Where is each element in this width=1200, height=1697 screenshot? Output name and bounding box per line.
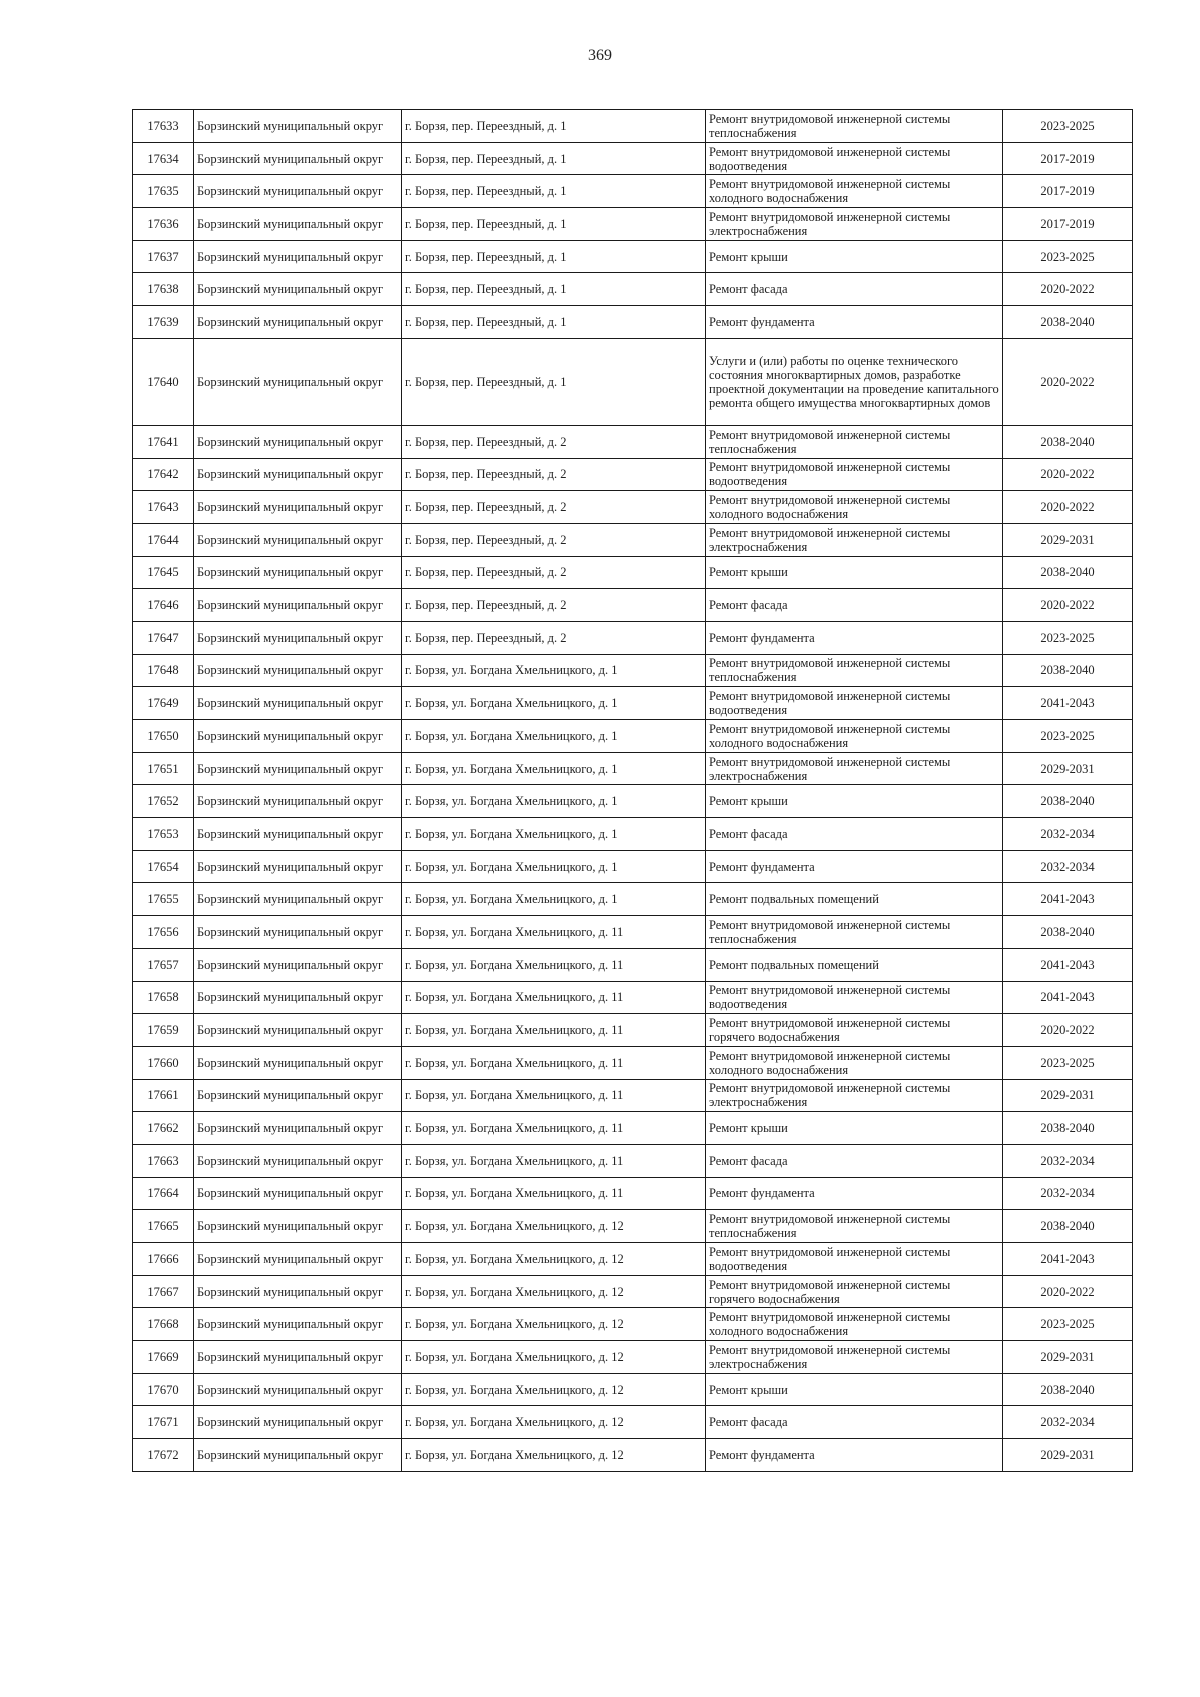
table-row (133, 654, 1133, 687)
cell-address: г. Борзя, пер. Переездный, д. 1 (402, 208, 706, 241)
cell-district: Борзинский муниципальный округ (194, 1275, 402, 1308)
cell-address: г. Борзя, ул. Богдана Хмельницкого, д. 12 (402, 1439, 706, 1472)
cell-address: г. Борзя, пер. Переездный, д. 1 (402, 273, 706, 306)
cell-work-type: Ремонт внутридомовой инженерной системы холодного водоснабжения (706, 175, 1003, 208)
cell-district: Борзинский муниципальный округ (194, 818, 402, 851)
cell-number: 17645 (133, 556, 194, 589)
cell-work-type: Ремонт внутридомовой инженерной системы теплоснабжения (706, 110, 1003, 143)
cell-district: Борзинский муниципальный округ (194, 752, 402, 785)
table-row (133, 850, 1133, 883)
cell-address: г. Борзя, ул. Богдана Хмельницкого, д. 12 (402, 1406, 706, 1439)
cell-period: 2038-2040 (1003, 1112, 1133, 1145)
cell-work-type: Услуги и (или) работы по оценке технического состояния многоквартирных домов, разработке проектной документации на проведение капитального ремонта общего имущества многоквартирных домов (706, 338, 1003, 425)
cell-number: 17651 (133, 752, 194, 785)
cell-work-type: Ремонт внутридомовой инженерной системы теплоснабжения (706, 1210, 1003, 1243)
cell-address: г. Борзя, ул. Богдана Хмельницкого, д. 1 (402, 850, 706, 883)
cell-address: г. Борзя, ул. Богдана Хмельницкого, д. 11 (402, 1014, 706, 1047)
cell-number: 17644 (133, 523, 194, 556)
table-row (133, 981, 1133, 1014)
cell-district: Борзинский муниципальный округ (194, 1210, 402, 1243)
cell-number: 17634 (133, 142, 194, 175)
cell-address: г. Борзя, ул. Богдана Хмельницкого, д. 12 (402, 1243, 706, 1276)
cell-district: Борзинский муниципальный округ (194, 273, 402, 306)
cell-district: Борзинский муниципальный округ (194, 556, 402, 589)
table-row (133, 883, 1133, 916)
cell-district: Борзинский муниципальный округ (194, 1046, 402, 1079)
table-row (133, 589, 1133, 622)
cell-number: 17646 (133, 589, 194, 622)
cell-address: г. Борзя, ул. Богдана Хмельницкого, д. 12 (402, 1210, 706, 1243)
cell-district: Борзинский муниципальный округ (194, 1308, 402, 1341)
cell-address: г. Борзя, пер. Переездный, д. 1 (402, 240, 706, 273)
cell-number: 17666 (133, 1243, 194, 1276)
cell-period: 2041-2043 (1003, 687, 1133, 720)
cell-period: 2038-2040 (1003, 306, 1133, 339)
table-row (133, 1112, 1133, 1145)
cell-work-type: Ремонт внутридомовой инженерной системы электроснабжения (706, 1079, 1003, 1112)
table-row (133, 916, 1133, 949)
cell-period: 2041-2043 (1003, 1243, 1133, 1276)
cell-period: 2023-2025 (1003, 621, 1133, 654)
table-row (133, 338, 1133, 425)
cell-period: 2023-2025 (1003, 720, 1133, 753)
cell-period: 2032-2034 (1003, 850, 1133, 883)
table-row (133, 1014, 1133, 1047)
cell-district: Борзинский муниципальный округ (194, 240, 402, 273)
cell-period: 2041-2043 (1003, 883, 1133, 916)
table-row (133, 110, 1133, 143)
table-row (133, 720, 1133, 753)
cell-address: г. Борзя, пер. Переездный, д. 1 (402, 338, 706, 425)
cell-number: 17657 (133, 948, 194, 981)
cell-work-type: Ремонт внутридомовой инженерной системы водоотведения (706, 981, 1003, 1014)
cell-district: Борзинский муниципальный округ (194, 425, 402, 458)
cell-number: 17672 (133, 1439, 194, 1472)
cell-number: 17635 (133, 175, 194, 208)
cell-address: г. Борзя, пер. Переездный, д. 2 (402, 589, 706, 622)
cell-work-type: Ремонт внутридомовой инженерной системы водоотведения (706, 458, 1003, 491)
repair-schedule-table (132, 109, 1133, 1472)
cell-number: 17637 (133, 240, 194, 273)
cell-work-type: Ремонт крыши (706, 556, 1003, 589)
cell-address: г. Борзя, ул. Богдана Хмельницкого, д. 12 (402, 1275, 706, 1308)
table-row (133, 273, 1133, 306)
cell-period: 2038-2040 (1003, 1373, 1133, 1406)
cell-number: 17640 (133, 338, 194, 425)
table-row (133, 491, 1133, 524)
cell-district: Борзинский муниципальный округ (194, 306, 402, 339)
page-number: 369 (588, 47, 612, 64)
cell-address: г. Борзя, ул. Богдана Хмельницкого, д. 11 (402, 1046, 706, 1079)
cell-address: г. Борзя, пер. Переездный, д. 1 (402, 142, 706, 175)
table-row (133, 1406, 1133, 1439)
cell-number: 17667 (133, 1275, 194, 1308)
table-row (133, 1210, 1133, 1243)
table-row (133, 687, 1133, 720)
cell-address: г. Борзя, пер. Переездный, д. 2 (402, 425, 706, 458)
cell-number: 17643 (133, 491, 194, 524)
table-row (133, 1275, 1133, 1308)
cell-number: 17663 (133, 1144, 194, 1177)
cell-district: Борзинский муниципальный округ (194, 1079, 402, 1112)
cell-period: 2020-2022 (1003, 458, 1133, 491)
cell-period: 2038-2040 (1003, 556, 1133, 589)
cell-period: 2023-2025 (1003, 1046, 1133, 1079)
cell-address: г. Борзя, ул. Богдана Хмельницкого, д. 11 (402, 1079, 706, 1112)
cell-number: 17661 (133, 1079, 194, 1112)
cell-address: г. Борзя, ул. Богдана Хмельницкого, д. 1 (402, 883, 706, 916)
cell-district: Борзинский муниципальный округ (194, 1243, 402, 1276)
table-row (133, 948, 1133, 981)
cell-number: 17658 (133, 981, 194, 1014)
cell-address: г. Борзя, пер. Переездный, д. 1 (402, 306, 706, 339)
cell-number: 17639 (133, 306, 194, 339)
cell-address: г. Борзя, ул. Богдана Хмельницкого, д. 1 (402, 687, 706, 720)
cell-address: г. Борзя, ул. Богдана Хмельницкого, д. 11 (402, 916, 706, 949)
cell-period: 2020-2022 (1003, 1275, 1133, 1308)
cell-period: 2038-2040 (1003, 1210, 1133, 1243)
cell-district: Борзинский муниципальный округ (194, 1406, 402, 1439)
cell-district: Борзинский муниципальный округ (194, 1177, 402, 1210)
cell-address: г. Борзя, ул. Богдана Хмельницкого, д. 1 (402, 752, 706, 785)
cell-number: 17653 (133, 818, 194, 851)
table-row (133, 458, 1133, 491)
cell-period: 2038-2040 (1003, 785, 1133, 818)
cell-number: 17662 (133, 1112, 194, 1145)
cell-period: 2029-2031 (1003, 523, 1133, 556)
cell-period: 2029-2031 (1003, 1079, 1133, 1112)
table-row (133, 1243, 1133, 1276)
cell-period: 2041-2043 (1003, 948, 1133, 981)
cell-number: 17650 (133, 720, 194, 753)
cell-work-type: Ремонт внутридомовой инженерной системы электроснабжения (706, 1341, 1003, 1374)
cell-number: 17636 (133, 208, 194, 241)
cell-work-type: Ремонт фундамента (706, 621, 1003, 654)
cell-address: г. Борзя, пер. Переездный, д. 2 (402, 458, 706, 491)
cell-number: 17655 (133, 883, 194, 916)
table-row (133, 1373, 1133, 1406)
cell-work-type: Ремонт фасада (706, 1406, 1003, 1439)
cell-district: Борзинский муниципальный округ (194, 491, 402, 524)
cell-number: 17647 (133, 621, 194, 654)
cell-work-type: Ремонт внутридомовой инженерной системы холодного водоснабжения (706, 491, 1003, 524)
cell-work-type: Ремонт крыши (706, 1373, 1003, 1406)
cell-period: 2023-2025 (1003, 110, 1133, 143)
cell-district: Борзинский муниципальный округ (194, 916, 402, 949)
cell-address: г. Борзя, ул. Богдана Хмельницкого, д. 12 (402, 1341, 706, 1374)
cell-work-type: Ремонт внутридомовой инженерной системы теплоснабжения (706, 425, 1003, 458)
cell-district: Борзинский муниципальный округ (194, 110, 402, 143)
cell-work-type: Ремонт внутридомовой инженерной системы горячего водоснабжения (706, 1014, 1003, 1047)
cell-district: Борзинский муниципальный округ (194, 883, 402, 916)
cell-period: 2017-2019 (1003, 175, 1133, 208)
cell-number: 17669 (133, 1341, 194, 1374)
cell-district: Борзинский муниципальный округ (194, 589, 402, 622)
cell-district: Борзинский муниципальный округ (194, 981, 402, 1014)
cell-work-type: Ремонт внутридомовой инженерной системы электроснабжения (706, 523, 1003, 556)
cell-number: 17633 (133, 110, 194, 143)
cell-address: г. Борзя, ул. Богдана Хмельницкого, д. 1 (402, 720, 706, 753)
cell-number: 17652 (133, 785, 194, 818)
cell-district: Борзинский муниципальный округ (194, 458, 402, 491)
cell-district: Борзинский муниципальный округ (194, 208, 402, 241)
cell-period: 2020-2022 (1003, 273, 1133, 306)
table-row (133, 1177, 1133, 1210)
cell-period: 2020-2022 (1003, 1014, 1133, 1047)
cell-work-type: Ремонт внутридомовой инженерной системы холодного водоснабжения (706, 720, 1003, 753)
cell-number: 17648 (133, 654, 194, 687)
cell-address: г. Борзя, ул. Богдана Хмельницкого, д. 11 (402, 1112, 706, 1145)
cell-address: г. Борзя, ул. Богдана Хмельницкого, д. 12 (402, 1308, 706, 1341)
cell-period: 2023-2025 (1003, 1308, 1133, 1341)
cell-work-type: Ремонт внутридомовой инженерной системы теплоснабжения (706, 916, 1003, 949)
cell-period: 2023-2025 (1003, 240, 1133, 273)
cell-work-type: Ремонт внутридомовой инженерной системы электроснабжения (706, 752, 1003, 785)
table-row (133, 1341, 1133, 1374)
cell-address: г. Борзя, ул. Богдана Хмельницкого, д. 11 (402, 981, 706, 1014)
cell-district: Борзинский муниципальный округ (194, 687, 402, 720)
cell-work-type: Ремонт подвальных помещений (706, 883, 1003, 916)
table-row (133, 1046, 1133, 1079)
cell-number: 17642 (133, 458, 194, 491)
cell-number: 17671 (133, 1406, 194, 1439)
cell-district: Борзинский муниципальный округ (194, 338, 402, 425)
cell-district: Борзинский муниципальный округ (194, 720, 402, 753)
cell-period: 2041-2043 (1003, 981, 1133, 1014)
cell-work-type: Ремонт фундамента (706, 306, 1003, 339)
cell-district: Борзинский муниципальный округ (194, 1341, 402, 1374)
cell-work-type: Ремонт внутридомовой инженерной системы холодного водоснабжения (706, 1046, 1003, 1079)
cell-address: г. Борзя, пер. Переездный, д. 1 (402, 110, 706, 143)
cell-district: Борзинский муниципальный округ (194, 654, 402, 687)
cell-work-type: Ремонт крыши (706, 240, 1003, 273)
cell-number: 17660 (133, 1046, 194, 1079)
cell-district: Борзинский муниципальный округ (194, 1373, 402, 1406)
cell-period: 2020-2022 (1003, 589, 1133, 622)
cell-address: г. Борзя, ул. Богдана Хмельницкого, д. 1 (402, 785, 706, 818)
cell-work-type: Ремонт фасада (706, 1144, 1003, 1177)
cell-district: Борзинский муниципальный округ (194, 621, 402, 654)
cell-work-type: Ремонт внутридомовой инженерной системы электроснабжения (706, 208, 1003, 241)
cell-address: г. Борзя, ул. Богдана Хмельницкого, д. 1 (402, 818, 706, 851)
cell-district: Борзинский муниципальный округ (194, 1014, 402, 1047)
cell-district: Борзинский муниципальный округ (194, 850, 402, 883)
cell-period: 2029-2031 (1003, 1439, 1133, 1472)
cell-period: 2038-2040 (1003, 654, 1133, 687)
cell-number: 17664 (133, 1177, 194, 1210)
cell-address: г. Борзя, ул. Богдана Хмельницкого, д. 12 (402, 1373, 706, 1406)
cell-work-type: Ремонт фасада (706, 273, 1003, 306)
cell-address: г. Борзя, пер. Переездный, д. 1 (402, 175, 706, 208)
cell-number: 17665 (133, 1210, 194, 1243)
cell-work-type: Ремонт внутридомовой инженерной системы водоотведения (706, 1243, 1003, 1276)
table-row (133, 1308, 1133, 1341)
cell-address: г. Борзя, пер. Переездный, д. 2 (402, 621, 706, 654)
cell-number: 17649 (133, 687, 194, 720)
cell-work-type: Ремонт фундамента (706, 1177, 1003, 1210)
cell-work-type: Ремонт внутридомовой инженерной системы горячего водоснабжения (706, 1275, 1003, 1308)
cell-number: 17670 (133, 1373, 194, 1406)
table-row (133, 1144, 1133, 1177)
table-row (133, 1079, 1133, 1112)
cell-period: 2032-2034 (1003, 1406, 1133, 1439)
table-row (133, 523, 1133, 556)
table-row (133, 785, 1133, 818)
cell-district: Борзинский муниципальный округ (194, 523, 402, 556)
cell-period: 2032-2034 (1003, 1144, 1133, 1177)
cell-address: г. Борзя, пер. Переездный, д. 2 (402, 523, 706, 556)
cell-district: Борзинский муниципальный округ (194, 1144, 402, 1177)
table-row (133, 306, 1133, 339)
cell-address: г. Борзя, ул. Богдана Хмельницкого, д. 1 (402, 654, 706, 687)
cell-period: 2032-2034 (1003, 818, 1133, 851)
cell-period: 2017-2019 (1003, 142, 1133, 175)
cell-district: Борзинский муниципальный округ (194, 1112, 402, 1145)
cell-work-type: Ремонт подвальных помещений (706, 948, 1003, 981)
cell-address: г. Борзя, пер. Переездный, д. 2 (402, 556, 706, 589)
cell-work-type: Ремонт фундамента (706, 1439, 1003, 1472)
table-row (133, 425, 1133, 458)
table-body (133, 110, 1133, 1472)
cell-district: Борзинский муниципальный округ (194, 948, 402, 981)
cell-work-type: Ремонт фасада (706, 589, 1003, 622)
cell-period: 2038-2040 (1003, 916, 1133, 949)
table-row (133, 175, 1133, 208)
table-row (133, 1439, 1133, 1472)
cell-address: г. Борзя, ул. Богдана Хмельницкого, д. 11 (402, 948, 706, 981)
cell-district: Борзинский муниципальный округ (194, 1439, 402, 1472)
cell-address: г. Борзя, ул. Богдана Хмельницкого, д. 11 (402, 1177, 706, 1210)
table-row (133, 240, 1133, 273)
cell-number: 17659 (133, 1014, 194, 1047)
table-row (133, 621, 1133, 654)
cell-work-type: Ремонт внутридомовой инженерной системы холодного водоснабжения (706, 1308, 1003, 1341)
cell-district: Борзинский муниципальный округ (194, 175, 402, 208)
cell-work-type: Ремонт крыши (706, 1112, 1003, 1145)
cell-district: Борзинский муниципальный округ (194, 142, 402, 175)
cell-period: 2017-2019 (1003, 208, 1133, 241)
cell-number: 17641 (133, 425, 194, 458)
cell-work-type: Ремонт крыши (706, 785, 1003, 818)
cell-number: 17654 (133, 850, 194, 883)
cell-address: г. Борзя, пер. Переездный, д. 2 (402, 491, 706, 524)
cell-period: 2038-2040 (1003, 425, 1133, 458)
cell-period: 2020-2022 (1003, 491, 1133, 524)
cell-district: Борзинский муниципальный округ (194, 785, 402, 818)
cell-number: 17656 (133, 916, 194, 949)
table-row (133, 556, 1133, 589)
cell-work-type: Ремонт внутридомовой инженерной системы водоотведения (706, 687, 1003, 720)
cell-work-type: Ремонт фасада (706, 818, 1003, 851)
cell-work-type: Ремонт фундамента (706, 850, 1003, 883)
cell-work-type: Ремонт внутридомовой инженерной системы водоотведения (706, 142, 1003, 175)
cell-period: 2020-2022 (1003, 338, 1133, 425)
cell-period: 2029-2031 (1003, 1341, 1133, 1374)
table-row (133, 142, 1133, 175)
cell-address: г. Борзя, ул. Богдана Хмельницкого, д. 11 (402, 1144, 706, 1177)
cell-number: 17668 (133, 1308, 194, 1341)
cell-number: 17638 (133, 273, 194, 306)
cell-work-type: Ремонт внутридомовой инженерной системы теплоснабжения (706, 654, 1003, 687)
table-row (133, 752, 1133, 785)
cell-period: 2029-2031 (1003, 752, 1133, 785)
table-row (133, 208, 1133, 241)
table-row (133, 818, 1133, 851)
cell-period: 2032-2034 (1003, 1177, 1133, 1210)
